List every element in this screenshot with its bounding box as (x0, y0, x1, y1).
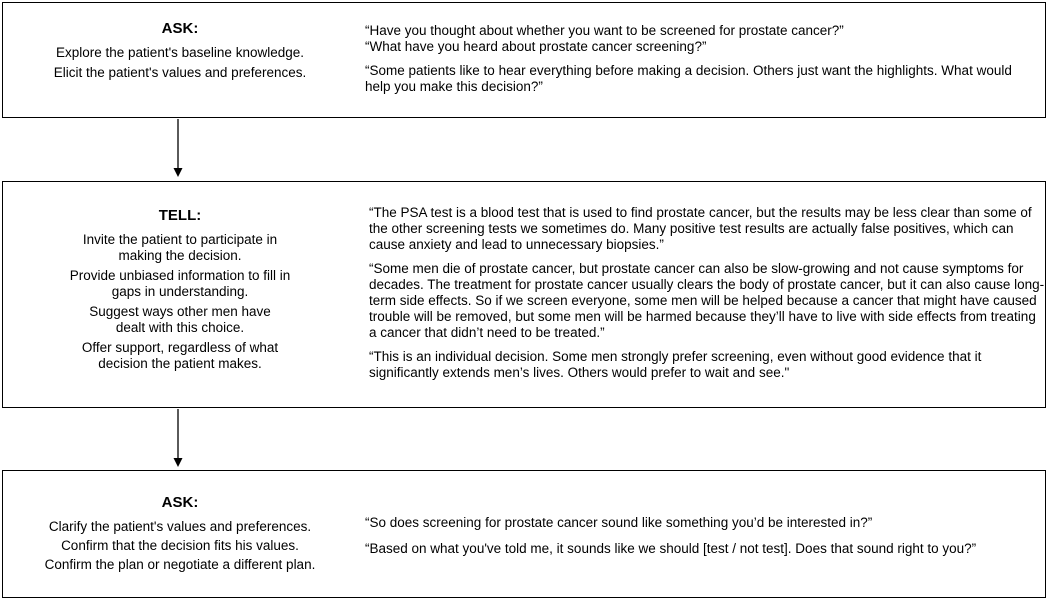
example-quote: “Some men die of prostate cancer, but prostate cancer can also be slow-growing and not cause symptoms for decades. The treatment for prostate cancer usually clears the body of prostate cancer, but it can also cause long-term side effects. So if we screen everyone, some men will be helped because a cancer that might have caused trouble will be removed, but some men will be harmed because they’ll have to live with side effects from treating a cancer that didn’t need to be treated.” (369, 261, 1045, 340)
step-heading: ASK: (161, 494, 199, 511)
action-item: Provide unbiased information to fill in gaps in understanding. (69, 268, 291, 299)
action-item: Confirm that the decision fits his values. (61, 538, 299, 553)
step-tell-box (2, 181, 1046, 408)
step-ask-confirm-box (2, 470, 1046, 598)
flow-arrow (171, 409, 185, 469)
example-quote: “This is an individual decision. Some men strongly prefer screening, even without good evidence that it significantly extends men’s lives. Others would prefer to wait and see." (369, 349, 982, 380)
step-actions (3, 207, 357, 376)
flow-arrow (171, 119, 185, 179)
example-quote: “So does screening for prostate cancer sound like something you’d be interested in?” (365, 515, 873, 530)
action-item: Confirm the plan or negotiate a different plan. (44, 557, 316, 572)
action-item: Suggest ways other men have dealt with this choice. (89, 304, 271, 335)
step-heading: ASK: (161, 20, 199, 37)
example-quote: “Based on what you've told me, it sounds like we should [test / not test]. Does that sound right to you?” (365, 541, 977, 556)
step-ask-explore-box (2, 2, 1046, 118)
action-item: Explore the patient's baseline knowledge. (56, 45, 304, 60)
step-heading: TELL: (158, 207, 202, 224)
step-example-quotes (365, 23, 1041, 103)
step-example-quotes (365, 515, 1041, 565)
step-actions (3, 20, 357, 85)
action-item: Clarify the patient's values and preferences. (48, 519, 312, 534)
action-item: Offer support, regardless of what decision the patient makes. (81, 340, 279, 371)
action-item: Invite the patient to participate in making the decision. (82, 232, 278, 263)
step-example-quotes (369, 205, 1045, 389)
example-quote: “Have you thought about whether you want to be screened for prostate cancer?” “What have you heard about prostate cancer screening?” (365, 23, 844, 54)
action-item: Elicit the patient's values and preferences. (53, 65, 307, 80)
example-quote: “Some patients like to hear everything before making a decision. Others just want the highlights. What would help you make this decision?” (365, 63, 1012, 94)
example-quote: “The PSA test is a blood test that is used to find prostate cancer, but the results may be less clear than some of the other screening tests we sometimes do. Many positive test results are actually false positives, which can cause anxiety and lead to unnecessary biopsies.” (369, 205, 1032, 252)
step-actions (3, 494, 357, 576)
